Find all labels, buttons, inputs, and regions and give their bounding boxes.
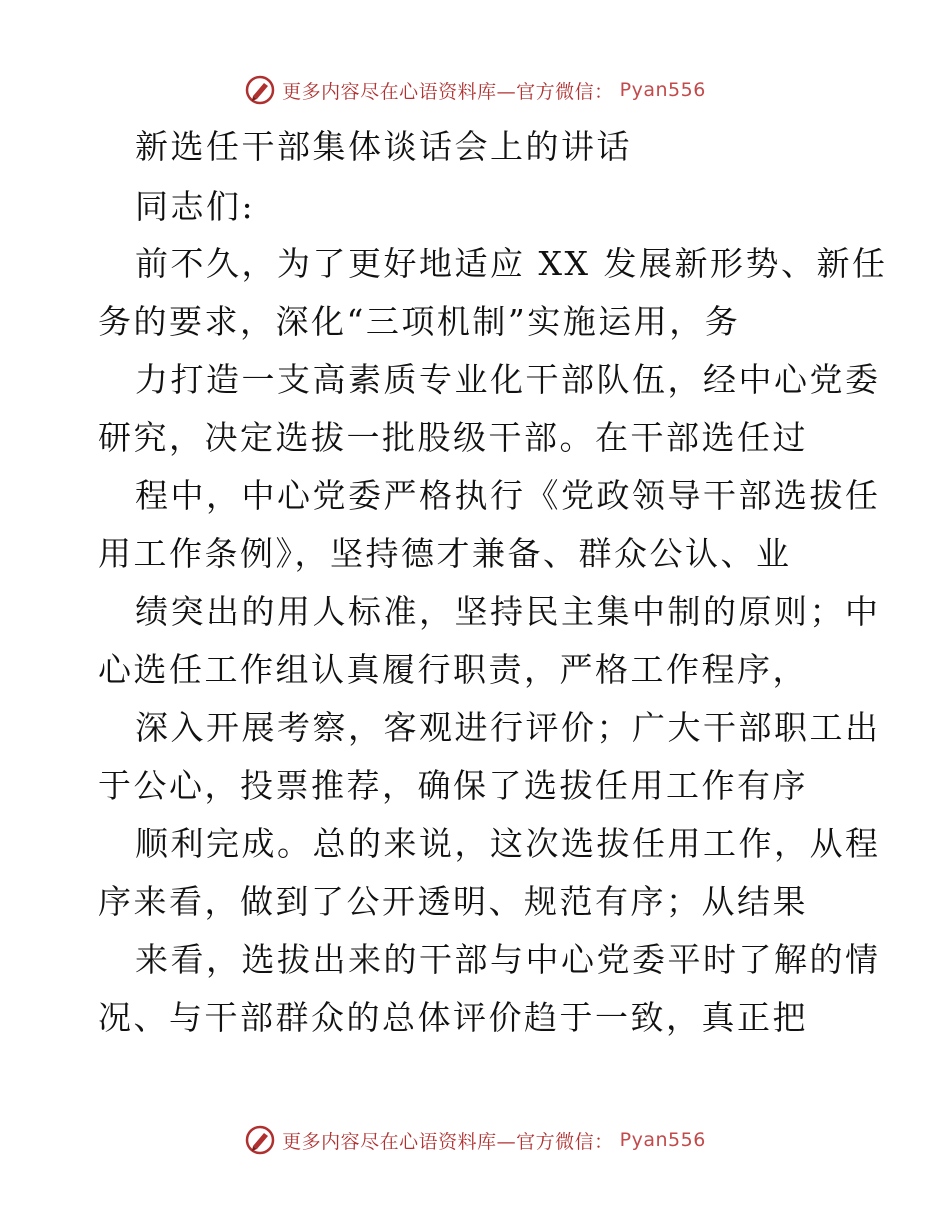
body-line: 前不久，为了更好地适应 XX 发展新形势、新任 — [135, 244, 888, 283]
body-line: 程中，中心党委严格执行《党政领导干部选拔任 — [135, 476, 881, 515]
body-line: 深入开展考察，客观进行评价；广大干部职工出 — [135, 708, 881, 747]
watermark-wechat-id: Pyan556 — [619, 79, 706, 101]
watermark-wechat-id: Pyan556 — [619, 1129, 706, 1151]
body-line: 绩突出的用人标准，坚持民主集中制的原则；中 — [135, 592, 881, 631]
greeting: 同志们: — [135, 187, 256, 226]
body-line: 于公心，投票推荐，确保了选拔任用工作有序 — [98, 766, 808, 805]
footer-watermark — [0, 1122, 950, 1158]
body-line: 来看，选拔出来的干部与中心党委平时了解的情 — [135, 940, 881, 979]
watermark-text: 更多内容尽在心语资料库—官方微信： — [282, 1130, 614, 1153]
body-line: 况、与干部群众的总体评价趋于一致，真正把 — [98, 998, 808, 1037]
header-watermark — [0, 72, 950, 108]
pen-circle-logo-icon — [244, 1124, 276, 1156]
body-line: 心选任工作组认真履行职责，严格工作程序， — [98, 650, 808, 689]
body-line: 顺利完成。总的来说，这次选拔任用工作，从程 — [135, 824, 881, 863]
body-line: 序来看，做到了公开透明、规范有序；从结果 — [98, 882, 808, 921]
body-line: 务的要求，深化“三项机制”实施运用，务 — [98, 302, 741, 341]
pen-circle-logo-icon — [244, 74, 276, 106]
body-line: 用工作条例》，坚持德才兼备、群众公认、业 — [98, 534, 792, 573]
document-title: 新选任干部集体谈话会上的讲话 — [135, 127, 632, 166]
body-line: 研究，决定选拔一批股级干部。在干部选任过 — [98, 418, 808, 457]
body-line: 力打造一支高素质专业化干部队伍，经中心党委 — [135, 360, 881, 399]
watermark-text: 更多内容尽在心语资料库—官方微信： — [282, 80, 614, 103]
